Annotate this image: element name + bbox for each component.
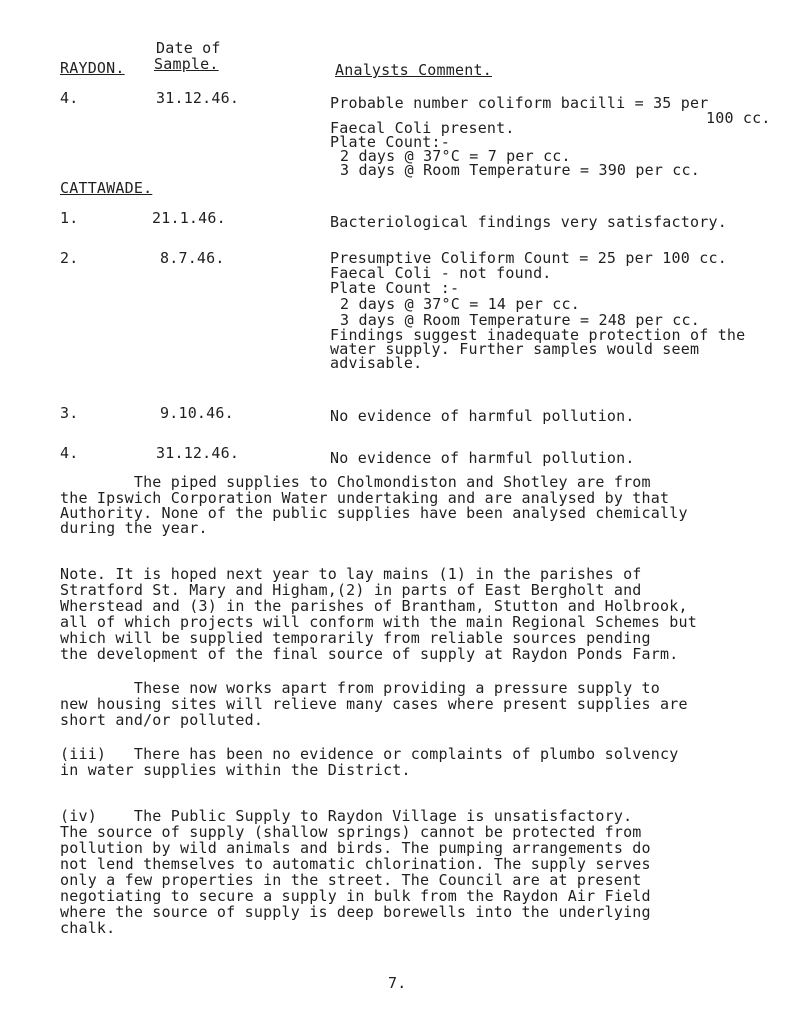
item-iv-line: (iv) The Public Supply to Raydon Village is unsatisfactory. xyxy=(60,807,633,825)
paragraph-line: Authority. None of the public supplies have been analysed chemically xyxy=(60,504,688,522)
raydon-comment-line: 2 days @ 37°C = 7 per cc. xyxy=(340,147,571,165)
cattawade-comment-line: Plate Count :- xyxy=(330,279,460,297)
raydon-entry-number: 4. xyxy=(60,89,79,107)
note-line: Stratford St. Mary and Higham,(2) in parts of East Bergholt and xyxy=(60,581,642,599)
paragraph-line: short and/or polluted. xyxy=(60,711,264,729)
cattawade-entry-date: 8.7.46. xyxy=(160,249,225,267)
raydon-comment-line: Probable number coliform bacilli = 35 per xyxy=(330,94,709,112)
cattawade-comment-line: Faecal Coli - not found. xyxy=(330,264,552,282)
raydon-comment-line: Plate Count:- xyxy=(330,133,450,151)
cattawade-comment-line: No evidence of harmful pollution. xyxy=(330,407,635,425)
note-line: which will be supplied temporarily from reliable sources pending xyxy=(60,629,651,647)
cattawade-comment-line: No evidence of harmful pollution. xyxy=(330,449,635,467)
note-line: Note. It is hoped next year to lay mains (1) in the parishes of xyxy=(60,565,642,583)
paragraph-line: the Ipswich Corporation Water undertaking and are analysed by that xyxy=(60,489,670,507)
item-iv-line: pollution by wild animals and birds. The pumping arrangements do xyxy=(60,839,651,857)
cattawade-comment-line: 2 days @ 37°C = 14 per cc. xyxy=(340,295,580,313)
item-iii-line: in water supplies within the District. xyxy=(60,761,411,779)
cattawade-comment-line: Bacteriological findings very satisfactory. xyxy=(330,213,727,231)
note-line: the development of the final source of supply at Raydon Ponds Farm. xyxy=(60,645,679,663)
cattawade-entry-date: 31.12.46. xyxy=(156,444,240,462)
cattawade-entry-date: 21.1.46. xyxy=(152,209,226,227)
item-iv-line: where the source of supply is deep borewells into the underlying xyxy=(60,903,651,921)
note-line: Wherstead and (3) in the parishes of Brantham, Stutton and Holbrook, xyxy=(60,597,688,615)
note-line: all of which projects will conform with the main Regional Schemes but xyxy=(60,613,697,631)
cattawade-comment-line: 3 days @ Room Temperature = 248 per cc. xyxy=(340,311,700,329)
item-iv-line: negotiating to secure a supply in bulk from the Raydon Air Field xyxy=(60,887,651,905)
cattawade-comment-line: advisable. xyxy=(330,354,423,372)
item-iv-line: chalk. xyxy=(60,919,116,937)
cattawade-comment-line: Findings suggest inadequate protection of the xyxy=(330,326,746,344)
item-iv-line: The source of supply (shallow springs) cannot be protected from xyxy=(60,823,642,841)
header-date-line2: Sample. xyxy=(154,55,219,73)
header-raydon: RAYDON. xyxy=(60,59,125,77)
raydon-comment-line: 100 cc. xyxy=(706,109,771,127)
page-number: 7. xyxy=(388,974,407,992)
raydon-comment-line: Faecal Coli present. xyxy=(330,119,515,137)
cattawade-entry-number: 3. xyxy=(60,404,79,422)
paragraph-line: new housing sites will relieve many cases where present supplies are xyxy=(60,695,688,713)
raydon-comment-line: 3 days @ Room Temperature = 390 per cc. xyxy=(340,161,700,179)
section-cattawade: CATTAWADE. xyxy=(60,179,153,197)
header-date-line1: Date of xyxy=(156,39,221,57)
cattawade-entry-number: 1. xyxy=(60,209,79,227)
item-iv-line: only a few properties in the street. The Council are at present xyxy=(60,871,642,889)
header-analysts-comment: Analysts Comment. xyxy=(335,61,492,79)
cattawade-comment-line: water supply. Further samples would seem xyxy=(330,340,700,358)
item-iii-line: (iii) There has been no evidence or complaints of plumbo solvency xyxy=(60,745,679,763)
cattawade-entry-number: 2. xyxy=(60,249,79,267)
item-iv-line: not lend themselves to automatic chlorination. The supply serves xyxy=(60,855,651,873)
cattawade-entry-date: 9.10.46. xyxy=(160,404,234,422)
cattawade-comment-line: Presumptive Coliform Count = 25 per 100 cc. xyxy=(330,249,727,267)
raydon-entry-date: 31.12.46. xyxy=(156,89,240,107)
cattawade-entry-number: 4. xyxy=(60,444,79,462)
paragraph-line: These now works apart from providing a pressure supply to xyxy=(60,679,660,697)
paragraph-line: The piped supplies to Cholmondiston and Shotley are from xyxy=(60,473,651,491)
paragraph-line: during the year. xyxy=(60,519,208,537)
